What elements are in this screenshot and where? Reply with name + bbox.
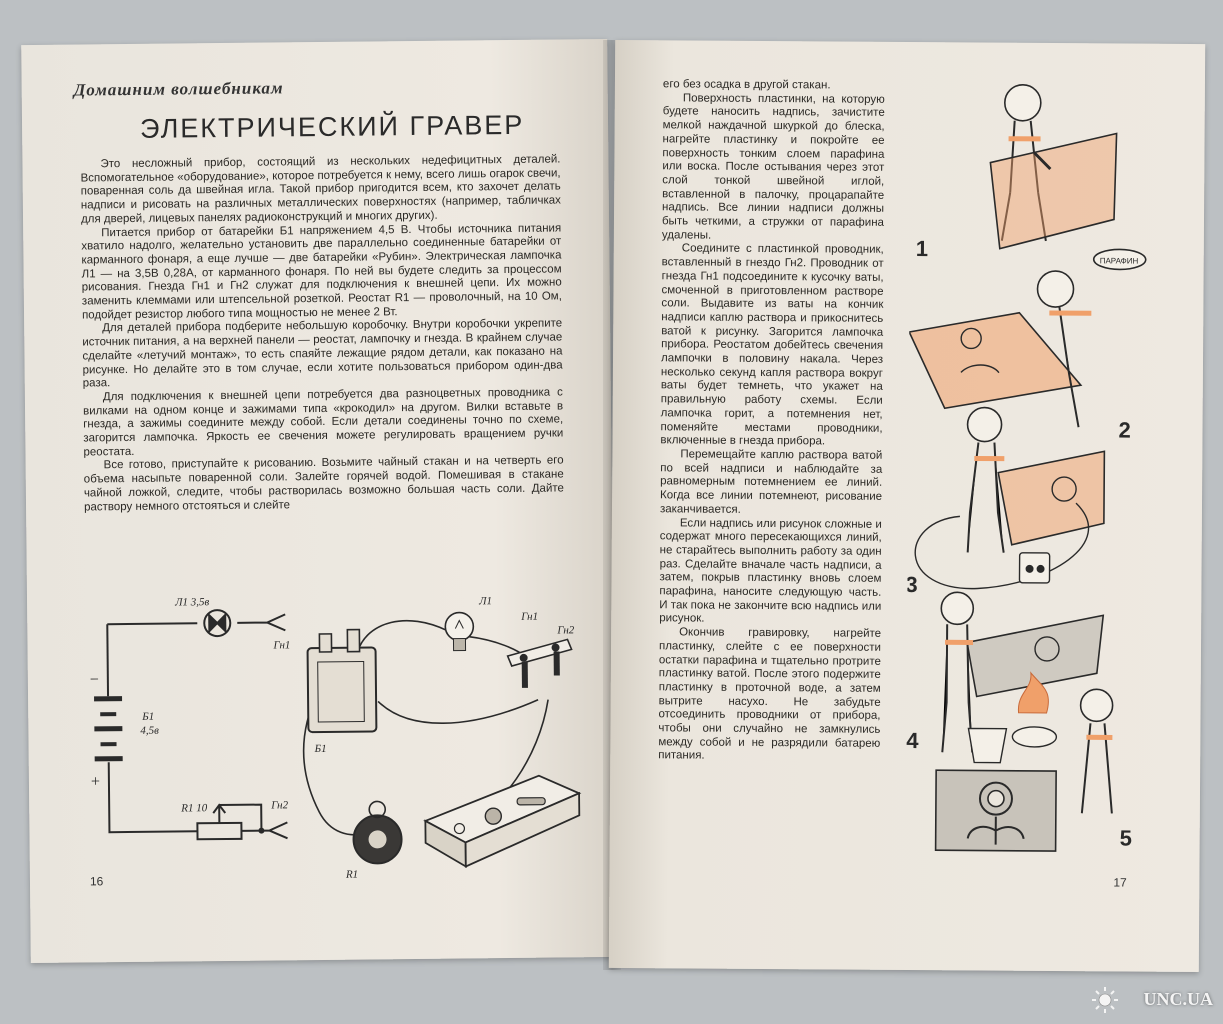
left-page [21, 39, 617, 963]
step-4-number: 4 [906, 728, 919, 754]
drawing-battery-label: Б1 [314, 742, 327, 756]
lamp-symbol [204, 610, 230, 636]
bulb-drawing [445, 612, 473, 650]
sockets-drawing [507, 639, 571, 688]
battery-symbol [94, 696, 123, 761]
right-page [609, 40, 1205, 972]
rheostat-label: R1 10 [181, 802, 208, 815]
page-number-left: 16 [89, 874, 104, 889]
paragraph: Это несложный прибор, состоящий из нескольких недефицитных деталей. Вспомогательное «оборудование», которое потребуется к нему, всего лишь огарок свечи, поваренная соль да швейная игла. Такой прибор пригодится всем, кто захочет делать надписи и рисовать на различных металлических поверхностях (например, табличках для дверей, лицевых панелях радиоконструкций и многих других). [80, 153, 561, 226]
step-1-number: 1 [915, 236, 929, 262]
paragraph: Для подключения к внешней цепи потребуется два разноцветных проводника с вилками на одном конце и зажимами типа «крокодил» на другом. Вилки вставьте в гнезда, а зажимы соедините между собой. Если детали соединены точно по схеме, загорится лампочка. Яркость ее свечения можете регулировать вращением ручки реостата. [82, 386, 564, 459]
page-number-right: 17 [1113, 875, 1127, 890]
rheostat-drawing [353, 801, 402, 863]
step-3-scene [906, 407, 1105, 598]
battery-voltage: 4,5в [140, 724, 159, 737]
step-3-number: 3 [905, 571, 918, 598]
gn1-label: Гн1 [273, 639, 291, 652]
watermark: UNC.UA [1143, 989, 1213, 1009]
battery-drawing [307, 629, 376, 732]
left-text-column [80, 153, 564, 514]
plus-sign: + [90, 773, 101, 791]
paragraph: Окончив гравировку, нагрейте пластинку, слейте с ее поверхности остатки парафина и тщательно протрите пластинку ватой. После этого подержите пластинку в проточной воде, а затем вытрите насухо. Не забудьте отсоединить проводники от прибора, чтобы они случайно не замкнулись между собой и не разрядили батарею питания. [658, 626, 882, 763]
step-2-number: 2 [1118, 417, 1131, 443]
paragraph: его без осадка в другой стакан. [662, 78, 831, 92]
battery-label: Б1 [142, 710, 155, 723]
right-text-column [658, 78, 885, 765]
article-title: ЭЛЕКТРИЧЕСКИЙ ГРАВЕР [139, 109, 525, 144]
paragraph: Питается прибор от батарейки Б1 напряжением 4,5 В. Чтобы источника питания хватило надолго, желательно установить две параллельно соединенные батарейки от карманного фонаря, а еще лучше — две батарейки «Рубин». Электрическая лампочка Л1 — на 3,5В 0,28А, от карманного фонаря. По ней вы будете следить за процессом рисования. Гнезда Гн1 и Гн2 служат для подключения к внешней цепи. Их можно заменить клеммами или штепсельной розеткой. Реостат R1 — проволочный, на 10 Ом, подойдет резистор любого типа мощностью не менее 2 Вт. [81, 221, 562, 322]
drawing-gn1-label: Гн1 [521, 610, 539, 623]
paragraph: Все готово, приступайте к рисованию. Возьмите чайный стакан и на четверть его объема насыпьте поваренной соли. Залейте горячей водой. Помешивая в стакане чайной ложкой, следите, чтобы растворилась возможно большая часть соли. Дайте раствору немного отстояться и слейте [83, 454, 564, 514]
step-1-scene [916, 84, 1147, 270]
drawing-lamp-label: Л1 [478, 595, 493, 608]
paragraph: Соедините с пластинкой проводник, вставленный в гнездо Гн2. Проводник от гнезда Гн1 подсоедините к кусочку ваты, смоченной в приготовленном растворе соли. Выдавите из ваты на кончик надписи каплю раствора и прикоснитесь ватой к рисунку. Загорится лампочка прибора. Реостатом добейтесь свечения лампочки в половину накала. Через несколько секунд капля раствора вокруг ваты будет темнеть, что укажет на правильную работу схемы. Если лампочка горит, а потемнения нет, поменяйте местами проводники, включенные в гнезда прибора. [660, 242, 884, 448]
step-2-scene [908, 270, 1131, 443]
drawing-rheostat-label: R1 [345, 868, 359, 881]
lamp-label: Л1 3,5в [174, 596, 210, 609]
step-5-scene [936, 770, 1133, 851]
step-5-number: 5 [1119, 825, 1133, 851]
junction-dot [258, 828, 264, 834]
jar-label: ПАРАФИН [1099, 256, 1139, 266]
gn2-label: Гн2 [271, 799, 289, 812]
drawing-gn2-label: Гн2 [557, 624, 575, 637]
section-header: Домашним волшебникам [73, 78, 284, 100]
steps-illustration [906, 72, 1151, 854]
watermark-sun-icon [1091, 986, 1119, 1014]
paragraph: Если надпись или рисунок сложные и содержат много пересекающихся линий, не старайтесь выполнить работу за один раз. Сделайте вначале часть надписи, а затем, покрыв пластинку вновь слоем парафина, наносите следующую часть. И так пока не закончите всю надпись или рисунок. [659, 516, 882, 626]
paragraph: Для деталей прибора подберите небольшую коробочку. Внутри коробочки укрепите источник питания, а на верхней панели — реостат, лампочку и гнезда. В крайнем случае сделайте «летучий монтаж», то есть спаяйте лежащие рядом детали, как показано на рисунке. Но делайте это в том случае, если хотите пользоваться прибором один-два раза. [82, 317, 563, 390]
paragraph: Перемещайте каплю раствора ватой по всей надписи и наблюдайте за равномерным потемнением ее линий. Когда все линии потемнеют, рисование заканчивается. [659, 448, 883, 516]
circuit-figure [67, 579, 590, 884]
paragraph: Поверхность пластинки, на которую будете наносить надпись, зачистите мелкой наждачной шкуркой до блеска, нагрейте пластинку и покройте ее поверхность тонким слоем парафина или воска. После остывания через этот слой тонкой швейной иглой, вставленной в палочку, процарапайте надпись. Все линии надписи должны быть четкими, а стружки от парафина удалены. [661, 92, 885, 242]
minus-sign: − [89, 671, 99, 689]
box-drawing [425, 775, 580, 867]
